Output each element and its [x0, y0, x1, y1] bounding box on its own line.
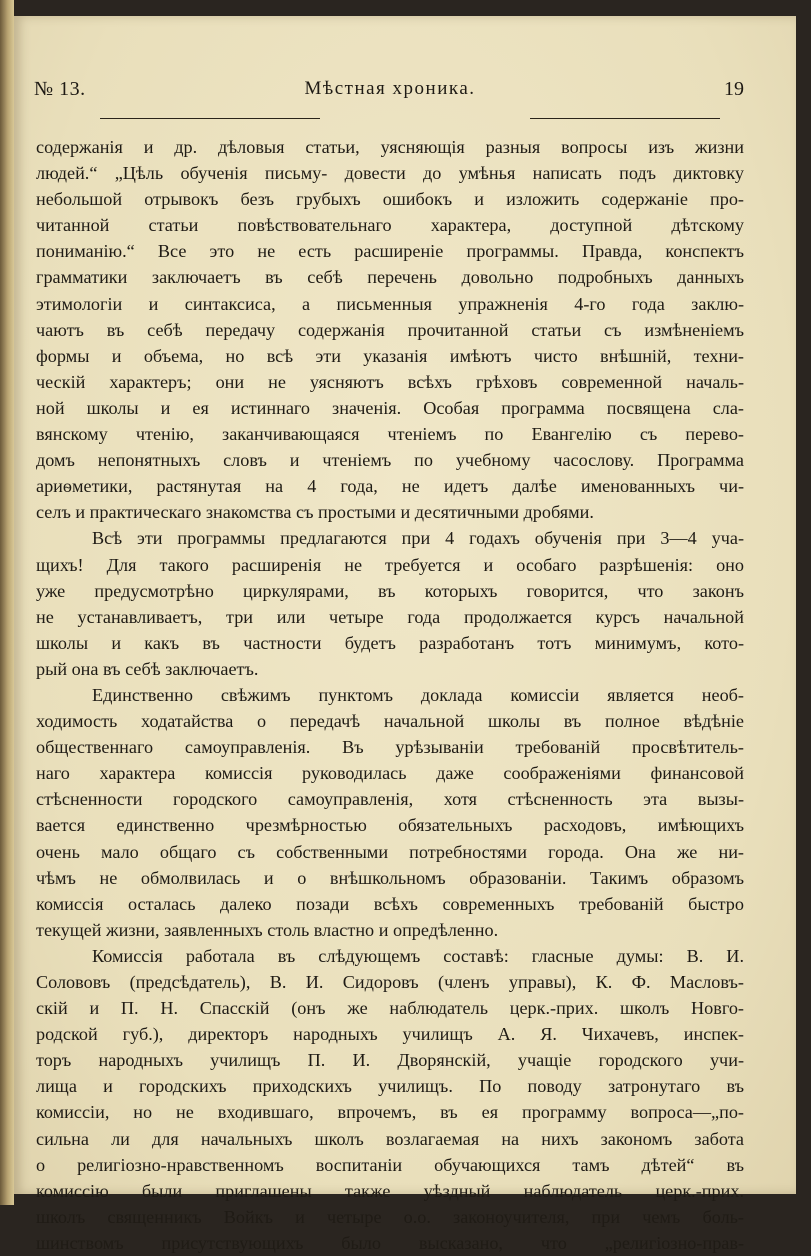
text-line: о религіозно-нравственномъ воспитаніи обучающихся тамъ дѣтей“ въ — [36, 1154, 744, 1175]
text-line: ческій характеръ; они не уясняютъ всѣхъ грѣховъ современной началь- — [36, 371, 744, 392]
text-line: Солововъ (предсѣдатель), В. И. Сидоровъ (членъ управы), К. Ф. Масловъ- — [36, 972, 744, 992]
text-line: содержанія и др. дѣловыя статьи, уясняющія разныя вопросы изъ жизни — [36, 137, 744, 157]
header-rule-left — [100, 118, 320, 119]
text-line: не устанавливаетъ, три или четыре года продолжается курсъ начальной — [36, 606, 744, 627]
issue-number: № 13. — [34, 78, 86, 100]
text-line: уже предусмотрѣно циркулярами, въ которыхъ говорится, что законъ — [36, 580, 744, 601]
text-line: Единственно свѣжимъ пунктомъ доклада комиссіи является необ- — [92, 684, 744, 705]
text-line: ариѳметики, растянутая на 4 года, не идетъ далѣе именованныхъ чи- — [36, 476, 744, 497]
text-line: скій и П. Н. Спасскій (онъ же наблюдатель церк.-прих. школъ Новго- — [36, 998, 744, 1019]
text-line: очень мало общаго съ собственными потребностями города. Она же ни- — [36, 841, 744, 862]
page-header — [32, 78, 748, 108]
text-line: общественнаго самоуправленія. Въ урѣзываніи требованій просвѣтитель- — [36, 737, 744, 758]
text-line: текущей жизни, заявленныхъ столь властно и опредѣленно. — [36, 919, 499, 940]
text-line: школы и какъ въ частности будетъ разработанъ тотъ минимумъ, кото- — [36, 632, 744, 653]
page-number: 19 — [724, 78, 744, 100]
text-line: формы и объема, но всѣ эти указанія имѣютъ чисто внѣшній, техни- — [36, 345, 744, 366]
text-line: небольшой отрывокъ безъ грубыхъ ошибокъ и изложить содержаніе про- — [36, 189, 744, 210]
text-line: школъ священникъ Войкъ и четыре о.о. законоучителя, при чемъ боль- — [36, 1206, 744, 1227]
text-line: чаютъ въ себѣ передачу содержанія прочитанной статьи съ измѣненіемъ — [36, 319, 744, 340]
text-line: комиссію были приглашены также уѣздный наблюдатель церк.-прих. — [36, 1180, 744, 1201]
text-line: этимологіи и синтаксиса, а письменныя упражненія 4-го года заклю- — [36, 293, 744, 314]
text-line: читанной статьи повѣствовательнаго характера, доступной дѣтскому — [36, 215, 744, 236]
text-line: комиссіи, но не входившаго, впрочемъ, въ ея программу вопроса—„по- — [36, 1102, 744, 1123]
text-line: комиссія осталась далеко позади всѣхъ современныхъ требованій быстро — [36, 893, 744, 914]
text-line: щихъ! Для такого расширенія не требуется и особаго разрѣшенія: оно — [36, 554, 744, 575]
text-line: грамматики заключаетъ въ себѣ перечень довольно подробныхъ данныхъ — [36, 267, 744, 288]
text-line: ходимость ходатайства о передачѣ начальной школы въ полное вѣдѣніе — [36, 711, 744, 732]
header-rule-right — [530, 118, 720, 119]
text-line: Всѣ эти программы предлагаются при 4 годахъ обученія при 3—4 уча- — [92, 528, 744, 549]
text-line: рый она въ себѣ заключаетъ. — [36, 658, 259, 679]
text-line: домъ непонятныхъ словъ и чтеніемъ по учебному часослову. Программа — [36, 450, 744, 471]
text-line: людей.“ „Цѣль обученія письму- довести до умѣнья написать подъ диктовку — [36, 163, 744, 184]
book-spine — [0, 0, 14, 1205]
text-line: стѣсненности городского самоуправленія, хотя стѣсненность эта вызы- — [36, 789, 744, 810]
text-line: шинствомъ присутствующихъ было высказано, что „религіозно-прав- — [36, 1232, 744, 1253]
text-line: Комиссія работала въ слѣдующемъ составѣ: гласные думы: В. И. — [92, 945, 744, 966]
text-line: чѣмъ не обмолвилась и о внѣшкольномъ образованіи. Такимъ образомъ — [36, 867, 744, 888]
text-line: ной школы и ея истиннаго значенія. Особая программа посвящена сла- — [36, 397, 744, 418]
section-title: Мѣстная хроника. — [304, 78, 476, 99]
text-line: лища и городскихъ приходскихъ училищъ. По поводу затронутаго въ — [36, 1076, 744, 1097]
text-line: торъ народныхъ училищъ П. И. Дворянскій, учащіе городского учи- — [36, 1050, 744, 1071]
text-line: вянскому чтенію, заканчивающаяся чтеніемъ по Евангелію съ перево- — [36, 424, 744, 445]
text-line: пониманію.“ Все это не есть расширеніе программы. Правда, конспектъ — [36, 241, 744, 262]
text-line: наго характера комиссія руководилась даже соображеніями финансовой — [36, 763, 744, 784]
text-line: родской губ.), директоръ народныхъ училищъ А. Я. Чихачевъ, инспек- — [36, 1024, 744, 1045]
body-text — [36, 134, 744, 1256]
text-line: селъ и практическаго знакомства съ простыми и десятичными дробями. — [36, 502, 594, 523]
text-line: сильна ли для начальныхъ школъ возлагаемая на нихъ закономъ забота — [36, 1128, 744, 1149]
text-line: вается единственно чрезмѣрностью обязательныхъ расходовъ, имѣющихъ — [36, 815, 744, 836]
